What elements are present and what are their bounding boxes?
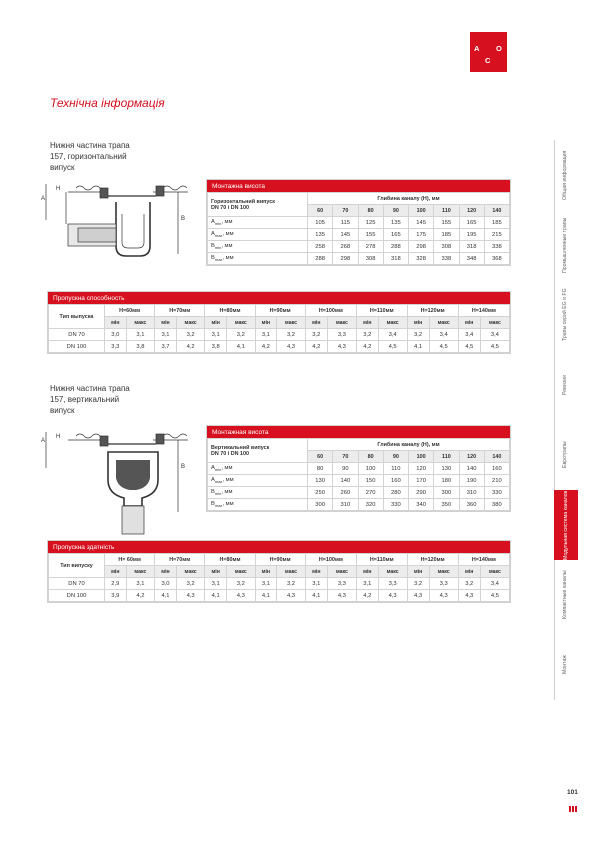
table-cell: 330 — [383, 499, 408, 511]
table-cell: 150 — [358, 475, 383, 487]
min-max-cell: мін — [305, 566, 327, 578]
mount-height-table-horizontal — [206, 179, 511, 266]
min-max-cell: мін — [407, 566, 429, 578]
table-cell: 250 — [308, 487, 333, 499]
table-cell: 145 — [333, 229, 358, 241]
table-cell: 175 — [409, 229, 434, 241]
table-cell: 130 — [308, 475, 333, 487]
table-cell: 360 — [459, 499, 484, 511]
table-cell: 3,4 — [480, 578, 509, 590]
table-cell: 350 — [434, 499, 459, 511]
min-max-cell: макс — [327, 566, 356, 578]
table-cell: 278 — [358, 241, 383, 253]
table-cell: 3,1 — [126, 329, 155, 341]
depth-cell: 60 — [308, 451, 333, 463]
table-cell: 4,3 — [429, 590, 458, 602]
depth-cell: 110 — [434, 205, 459, 217]
type-label: Горизонтальний випуск — [211, 198, 275, 205]
table-cell: 4,2 — [255, 341, 277, 353]
table-cell: 3,2 — [277, 578, 306, 590]
table-cell: 80 — [308, 463, 333, 475]
table-cell: 288 — [383, 241, 408, 253]
capacity-table — [48, 553, 510, 602]
height-header: H=120мм — [407, 305, 458, 317]
table-cell: 310 — [333, 499, 358, 511]
table-row — [208, 499, 510, 511]
table-cell: 4,2 — [176, 341, 205, 353]
table-cell: 310 — [459, 487, 484, 499]
table-row — [208, 241, 510, 253]
table-cell: 3,8 — [205, 341, 227, 353]
table-cell: 3,1 — [255, 578, 277, 590]
table-cell: 348 — [459, 253, 484, 265]
table-cell: 290 — [409, 487, 434, 499]
table-cell: 3,4 — [429, 329, 458, 341]
table-cell: 4,3 — [327, 590, 356, 602]
min-max-cell: макс — [480, 317, 509, 329]
height-header: H=110мм — [356, 305, 407, 317]
table-cell: 4,1 — [255, 590, 277, 602]
height-header: H=70мм — [155, 305, 205, 317]
sidebar-item[interactable]: Компактные каналы — [562, 570, 568, 620]
table-cell: 4,3 — [407, 590, 429, 602]
sidebar-item[interactable]: Евротрапы — [562, 441, 568, 469]
depth-cell: 120 — [459, 205, 484, 217]
table-cell: 318 — [459, 241, 484, 253]
table-cell: 288 — [308, 253, 333, 265]
min-max-cell: макс — [277, 317, 306, 329]
table-cell: 320 — [358, 499, 383, 511]
min-max-cell: макс — [429, 566, 458, 578]
min-max-cell: макс — [176, 566, 205, 578]
sidebar-item[interactable]: Промышленные трапы — [562, 217, 568, 273]
table-row — [208, 463, 510, 475]
table-cell: 268 — [333, 241, 358, 253]
table-cell: 100 — [358, 463, 383, 475]
sidebar-divider — [554, 140, 555, 700]
min-max-row — [49, 317, 510, 329]
dim-label-h: H — [56, 434, 61, 440]
row-label: $B_{max}$, мм — [208, 499, 308, 511]
depth-cell: 80 — [358, 205, 383, 217]
table-cell: 170 — [409, 475, 434, 487]
min-max-row — [49, 566, 510, 578]
table-cell: 3,4 — [458, 329, 480, 341]
table-cell: 165 — [459, 217, 484, 229]
row-label: DN 100 — [49, 590, 105, 602]
dim-label-h: H — [56, 186, 61, 192]
table-cell: 308 — [358, 253, 383, 265]
table-cell: 328 — [409, 253, 434, 265]
table-cell: 120 — [409, 463, 434, 475]
table-header: Монтажная висота — [207, 426, 510, 438]
table-cell: 3,2 — [407, 329, 429, 341]
capacity-table-vertical — [47, 540, 511, 603]
table-cell: 3,2 — [356, 329, 378, 341]
row-label: $A_{min}$, мм — [208, 463, 308, 475]
table-cell: 215 — [484, 229, 509, 241]
capacity-table — [48, 304, 510, 353]
min-max-cell: мін — [255, 566, 277, 578]
capacity-rows — [49, 578, 510, 602]
table-cell: 3,3 — [429, 578, 458, 590]
table-cell: 3,8 — [126, 341, 155, 353]
table-row — [208, 229, 510, 241]
table-cell: 3,3 — [327, 329, 356, 341]
table-cell: 140 — [333, 475, 358, 487]
table-cell: 3,2 — [305, 329, 327, 341]
capacity-table-horizontal — [47, 291, 511, 354]
min-max-cell: мін — [356, 566, 378, 578]
table-cell: 3,2 — [176, 578, 205, 590]
row-label: $A_{max}$, мм — [208, 475, 308, 487]
row-label: $A_{max}$, мм — [208, 229, 308, 241]
section-caption-horizontal — [50, 140, 160, 173]
type-label: DN 70 і DN 100 — [211, 204, 250, 211]
min-max-cell: мін — [155, 317, 177, 329]
min-max-cell: мін — [356, 317, 378, 329]
dim-label-a: A — [41, 438, 46, 444]
table-cell: 3,2 — [176, 329, 205, 341]
table-cell: 3,2 — [277, 329, 306, 341]
table-cell: 4,1 — [205, 590, 227, 602]
table-cell: 185 — [484, 217, 509, 229]
height-header: H=140мм — [458, 305, 509, 317]
row-label: DN 70 — [49, 329, 105, 341]
depth-cell: 90 — [383, 205, 408, 217]
type-column-header: Тип выпуска — [49, 305, 105, 329]
min-max-cell: мін — [305, 317, 327, 329]
table-cell: 270 — [358, 487, 383, 499]
table-cell: 3,4 — [480, 329, 509, 341]
table-cell: 190 — [459, 475, 484, 487]
min-max-cell: мін — [407, 317, 429, 329]
table-cell: 338 — [484, 241, 509, 253]
min-max-cell: макс — [378, 566, 407, 578]
table-cell: 4,3 — [458, 590, 480, 602]
drawing-vertical-outlet — [38, 422, 198, 542]
table-cell: 135 — [308, 229, 333, 241]
depth-label: Глибина каналу (H), мм — [308, 193, 510, 205]
depth-cell: 100 — [409, 205, 434, 217]
table-cell: 3,1 — [155, 329, 177, 341]
table-cell: 4,1 — [305, 590, 327, 602]
table-cell: 165 — [383, 229, 408, 241]
depth-cell: 140 — [484, 451, 509, 463]
capacity-rows — [49, 329, 510, 353]
logo-letter-o: O — [496, 44, 502, 53]
table-cell: 3,1 — [356, 578, 378, 590]
height-header: H= 60мм — [105, 554, 155, 566]
min-max-cell: макс — [327, 317, 356, 329]
mount-height-table-vertical — [206, 425, 511, 512]
table-cell: 4,2 — [305, 341, 327, 353]
min-max-cell: макс — [378, 317, 407, 329]
table-cell: 115 — [333, 217, 358, 229]
table-cell: 3,1 — [205, 329, 227, 341]
mount-rows — [208, 217, 510, 265]
row-label: DN 70 — [49, 578, 105, 590]
type-label: DN 70 і DN 100 — [211, 450, 250, 457]
caption-line: 157, горизонтальний — [50, 152, 127, 161]
height-header: H=70мм — [155, 554, 205, 566]
min-max-cell: макс — [126, 317, 155, 329]
sidebar-item[interactable]: Модульная система каналов — [554, 490, 578, 560]
row-label: $B_{max}$, мм — [208, 253, 308, 265]
table-cell: 3,2 — [227, 578, 256, 590]
table-cell: 135 — [383, 217, 408, 229]
table-cell: 155 — [358, 229, 383, 241]
caption-line: Нижня частина трапа — [50, 384, 130, 393]
height-header: H=100мм — [305, 554, 356, 566]
table-row — [49, 578, 510, 590]
table-cell: 3,3 — [327, 578, 356, 590]
table-cell: 4,3 — [277, 341, 306, 353]
table-cell: 90 — [333, 463, 358, 475]
depth-cell: 70 — [333, 451, 358, 463]
table-cell: 298 — [333, 253, 358, 265]
min-max-cell: мін — [255, 317, 277, 329]
min-max-cell: мін — [205, 566, 227, 578]
mount-table — [207, 438, 510, 511]
row-label: $A_{min}$, мм — [208, 217, 308, 229]
table-cell: 4,5 — [458, 341, 480, 353]
table-cell: 3,1 — [305, 578, 327, 590]
table-cell: 3,4 — [378, 329, 407, 341]
page-number: 101 — [567, 789, 578, 796]
min-max-cell: макс — [227, 566, 256, 578]
height-header: H=120мм — [407, 554, 458, 566]
table-cell: 4,5 — [480, 341, 509, 353]
table-row — [208, 217, 510, 229]
table-cell: 4,3 — [378, 590, 407, 602]
caption-line: 157, вертикальний — [50, 395, 120, 404]
min-max-cell: макс — [126, 566, 155, 578]
height-header: H=100мм — [305, 305, 356, 317]
table-cell: 2,9 — [105, 578, 127, 590]
table-cell: 4,2 — [356, 341, 378, 353]
table-header: Монтажна висота — [207, 180, 510, 192]
depth-cell: 60 — [308, 205, 333, 217]
depth-cell: 120 — [459, 451, 484, 463]
table-cell: 180 — [434, 475, 459, 487]
height-header: H=140мм — [458, 554, 509, 566]
table-cell: 300 — [308, 499, 333, 511]
caption-line: Нижня частина трапа — [50, 141, 130, 150]
min-max-cell: мін — [205, 317, 227, 329]
table-cell: 125 — [358, 217, 383, 229]
section-caption-vertical — [50, 383, 160, 416]
depth-cell: 70 — [333, 205, 358, 217]
table-cell: 368 — [484, 253, 509, 265]
height-header: H=60мм — [105, 305, 155, 317]
aco-logo — [470, 32, 507, 72]
sidebar-item[interactable]: Монтаж — [562, 655, 568, 675]
table-cell: 105 — [308, 217, 333, 229]
height-header: H=80мм — [205, 554, 255, 566]
logo-letter-c: C — [485, 56, 491, 65]
table-cell: 4,1 — [155, 590, 177, 602]
page-marker — [569, 799, 578, 817]
dim-label-b: B — [181, 216, 186, 222]
depth-cell: 110 — [434, 451, 459, 463]
table-cell: 110 — [383, 463, 408, 475]
height-header: H=110мм — [356, 554, 407, 566]
table-row — [49, 590, 510, 602]
table-cell: 280 — [383, 487, 408, 499]
table-cell: 3,2 — [227, 329, 256, 341]
table-header: Пропускна здатність — [48, 541, 510, 553]
table-cell: 3,1 — [126, 578, 155, 590]
table-cell: 195 — [459, 229, 484, 241]
table-cell: 4,3 — [277, 590, 306, 602]
sidebar-item[interactable]: Общая информация — [562, 150, 568, 200]
height-header: H=90мм — [255, 305, 305, 317]
table-cell: 3,3 — [378, 578, 407, 590]
height-header: H=80мм — [205, 305, 255, 317]
table-cell: 130 — [434, 463, 459, 475]
caption-line: випуск — [50, 406, 75, 415]
table-cell: 4,3 — [327, 341, 356, 353]
table-cell: 3,3 — [105, 341, 127, 353]
height-header: H=90мм — [255, 554, 305, 566]
caption-line: випуск — [50, 163, 75, 172]
table-cell: 3,0 — [155, 578, 177, 590]
table-cell: 3,0 — [105, 329, 127, 341]
dim-label-a: A — [41, 196, 46, 202]
min-max-cell: макс — [176, 317, 205, 329]
depth-cell: 100 — [409, 451, 434, 463]
sidebar-item[interactable]: Трапы серий EG и FG — [562, 288, 568, 342]
table-cell: 140 — [459, 463, 484, 475]
table-cell: 4,2 — [126, 590, 155, 602]
type-column-header: Тип випуску — [49, 554, 105, 578]
table-row — [208, 487, 510, 499]
table-cell: 4,3 — [227, 590, 256, 602]
table-cell: 338 — [434, 253, 459, 265]
min-max-cell: макс — [227, 317, 256, 329]
table-cell: 4,1 — [407, 341, 429, 353]
min-max-cell: макс — [429, 317, 458, 329]
table-cell: 160 — [383, 475, 408, 487]
min-max-cell: мін — [105, 317, 127, 329]
min-max-cell: мін — [458, 566, 480, 578]
row-label: $B_{min}$, мм — [208, 487, 308, 499]
table-cell: 318 — [383, 253, 408, 265]
mount-rows — [208, 463, 510, 511]
row-label: DN 100 — [49, 341, 105, 353]
min-max-cell: мін — [458, 317, 480, 329]
table-cell: 300 — [434, 487, 459, 499]
table-cell: 145 — [409, 217, 434, 229]
logo-letter-a: A — [474, 44, 480, 53]
table-cell: 3,1 — [205, 578, 227, 590]
table-cell: 185 — [434, 229, 459, 241]
table-cell: 260 — [333, 487, 358, 499]
row-label: $B_{min}$, мм — [208, 241, 308, 253]
table-cell: 4,3 — [176, 590, 205, 602]
table-cell: 330 — [484, 487, 509, 499]
dim-label-b: B — [181, 464, 186, 470]
depth-cell: 140 — [484, 205, 509, 217]
depth-label: Глибина каналу (H), мм — [308, 439, 510, 451]
table-cell: 210 — [484, 475, 509, 487]
table-cell: 308 — [434, 241, 459, 253]
table-cell: 298 — [409, 241, 434, 253]
table-header: Пропускна способность — [48, 292, 510, 304]
table-cell: 4,1 — [227, 341, 256, 353]
table-cell: 4,5 — [480, 590, 509, 602]
table-row — [49, 341, 510, 353]
table-cell: 4,5 — [429, 341, 458, 353]
table-cell: 380 — [484, 499, 509, 511]
table-row — [208, 475, 510, 487]
page-title: Технічна інформація — [50, 96, 165, 110]
table-cell: 340 — [409, 499, 434, 511]
drawing-horizontal-outlet — [38, 174, 198, 266]
depth-cell: 80 — [358, 451, 383, 463]
table-cell: 4,5 — [378, 341, 407, 353]
min-max-cell: мін — [105, 566, 127, 578]
sidebar-item[interactable]: Ревизии — [562, 375, 568, 395]
table-cell: 3,2 — [458, 578, 480, 590]
table-row — [208, 253, 510, 265]
min-max-cell: мін — [155, 566, 177, 578]
table-cell: 3,9 — [105, 590, 127, 602]
depth-cell: 90 — [383, 451, 408, 463]
table-cell: 3,1 — [255, 329, 277, 341]
table-cell: 160 — [484, 463, 509, 475]
table-row — [49, 329, 510, 341]
table-cell: 3,7 — [155, 341, 177, 353]
type-label: Вертикальний випуск — [211, 444, 270, 451]
mount-table — [207, 192, 510, 265]
table-cell: 4,2 — [356, 590, 378, 602]
table-cell: 258 — [308, 241, 333, 253]
table-cell: 3,2 — [407, 578, 429, 590]
table-cell: 155 — [434, 217, 459, 229]
min-max-cell: макс — [480, 566, 509, 578]
min-max-cell: макс — [277, 566, 306, 578]
